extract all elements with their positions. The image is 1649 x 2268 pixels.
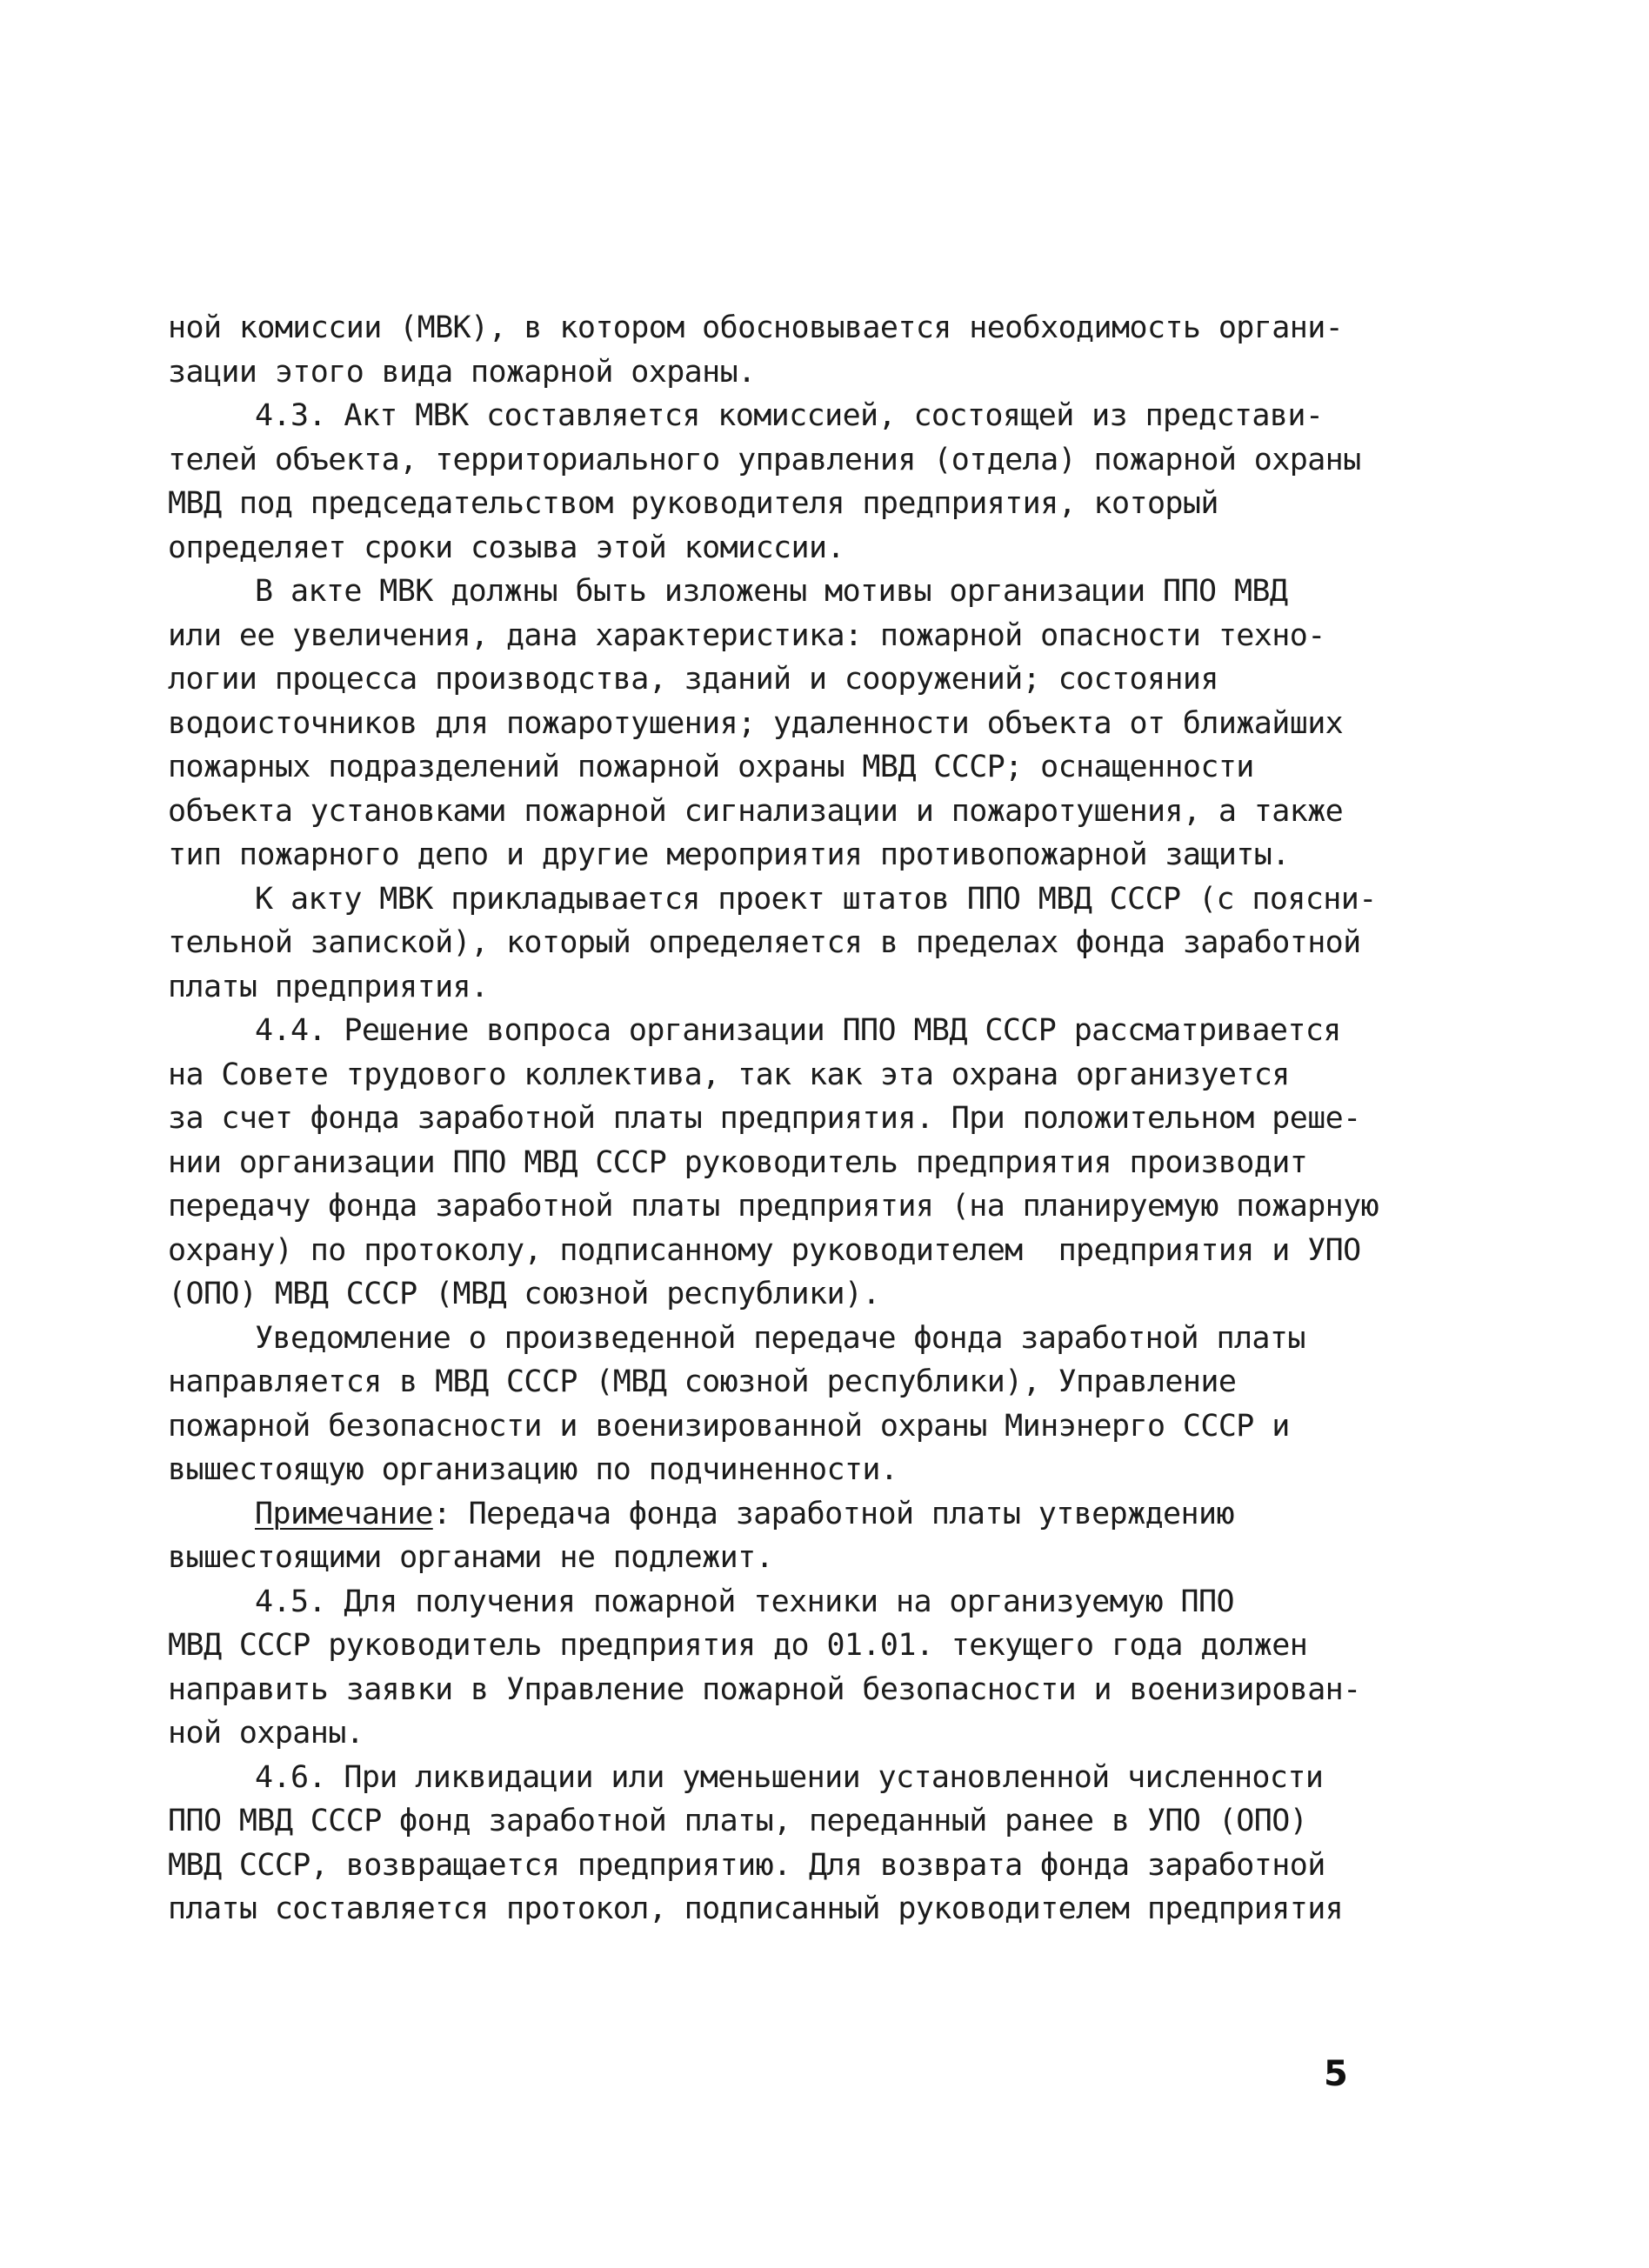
text-line: (ОПО) МВД СССР (МВД союзной республики).: [168, 1277, 880, 1311]
text-line: направить заявки в Управление пожарной безопасности и военизирован-: [168, 1671, 1361, 1707]
text-line: тельной запиской), который определяется в пределах фонда заработной: [168, 925, 1361, 960]
text-line: направляется в МВД СССР (МВД союзной республики), Управление: [168, 1364, 1237, 1399]
text-line: или ее увеличения, дана характеристика: пожарной опасности техно-: [168, 617, 1325, 653]
text-line: водоисточников для пожаротушения; удаленности объекта от ближайших: [168, 705, 1344, 741]
text-line: МВД СССР, возвращается предприятию. Для возврата фонда заработной: [168, 1847, 1325, 1883]
text-line: за счет фонда заработной платы предприятия. При положительном реше-: [168, 1101, 1361, 1136]
text-line: нии организации ППО МВД СССР руководитель предприятия производит: [168, 1144, 1308, 1180]
text-line: объекта установками пожарной сигнализации и пожаротушения, а также: [168, 793, 1344, 829]
text-line: вышестоящими органами не подлежит.: [168, 1540, 774, 1575]
text-line: ной охраны.: [168, 1716, 364, 1751]
page-number: 5: [1324, 2054, 1348, 2094]
text-line: на Совете трудового коллектива, так как эта охрана организуется: [168, 1057, 1290, 1092]
note-line: [168, 1492, 1420, 1537]
text-line: передачу фонда заработной платы предприятия (на планируемую пожарную: [168, 1189, 1379, 1224]
note-label: Примечание: [255, 1496, 433, 1531]
text-line: определяет сроки созыва этой комиссии.: [168, 530, 845, 565]
text-line: тип пожарного депо и другие мероприятия противопожарной защиты.: [168, 837, 1290, 872]
note-text: : Передача фонда заработной платы утверждению: [432, 1496, 1234, 1531]
text-line: платы предприятия.: [168, 969, 489, 1004]
text-line: телей объекта, территориального управления (отдела) пожарной охраны: [168, 442, 1361, 477]
text-line: ППО МВД СССР фонд заработной платы, переданный ранее в УПО (ОПО): [168, 1804, 1308, 1838]
text-line: МВД под председательством руководителя предприятия, который: [168, 486, 1218, 521]
paragraph-start: Уведомление о произведенной передаче фонда заработной платы: [255, 1320, 1305, 1356]
text-line: вышестоящую организацию по подчиненности.: [168, 1452, 898, 1487]
text-line: зации этого вида пожарной охраны.: [168, 354, 756, 390]
section-4-4-start: 4.4. Решение вопроса организации ППО МВД СССР рассматривается: [255, 1013, 1341, 1048]
paragraph-start: В акте МВК должны быть изложены мотивы организации ППО МВД: [255, 574, 1288, 609]
text-line: пожарной безопасности и военизированной охраны Минэнерго СССР и: [168, 1408, 1290, 1444]
paragraph-start: К акту МВК прикладывается проект штатов ППО МВД СССР (с поясни-: [255, 881, 1377, 917]
text-line: охрану) по протоколу, подписанному руководителем предприятия и УПО: [168, 1232, 1361, 1268]
body-text: [168, 306, 1420, 1931]
section-4-6-start: 4.6. При ликвидации или уменьшении установленной численности: [255, 1759, 1324, 1795]
text-line: платы составляется протокол, подписанный руководителем предприятия: [168, 1891, 1344, 1926]
section-4-5-start: 4.5. Для получения пожарной техники на организуемую ППО: [255, 1584, 1234, 1619]
text-line: ной комиссии (МВК), в котором обосновывается необходимость органи-: [168, 310, 1344, 345]
text-line: логии процесса производства, зданий и сооружений; состояния: [168, 662, 1218, 697]
text-line: пожарных подразделений пожарной охраны МВД СССР; оснащенности: [168, 750, 1254, 784]
text-line: МВД СССР руководитель предприятия до 01.01. текущего года должен: [168, 1628, 1308, 1663]
section-4-3-start: 4.3. Акт МВК составляется комиссией, состоящей из представи-: [255, 398, 1324, 433]
